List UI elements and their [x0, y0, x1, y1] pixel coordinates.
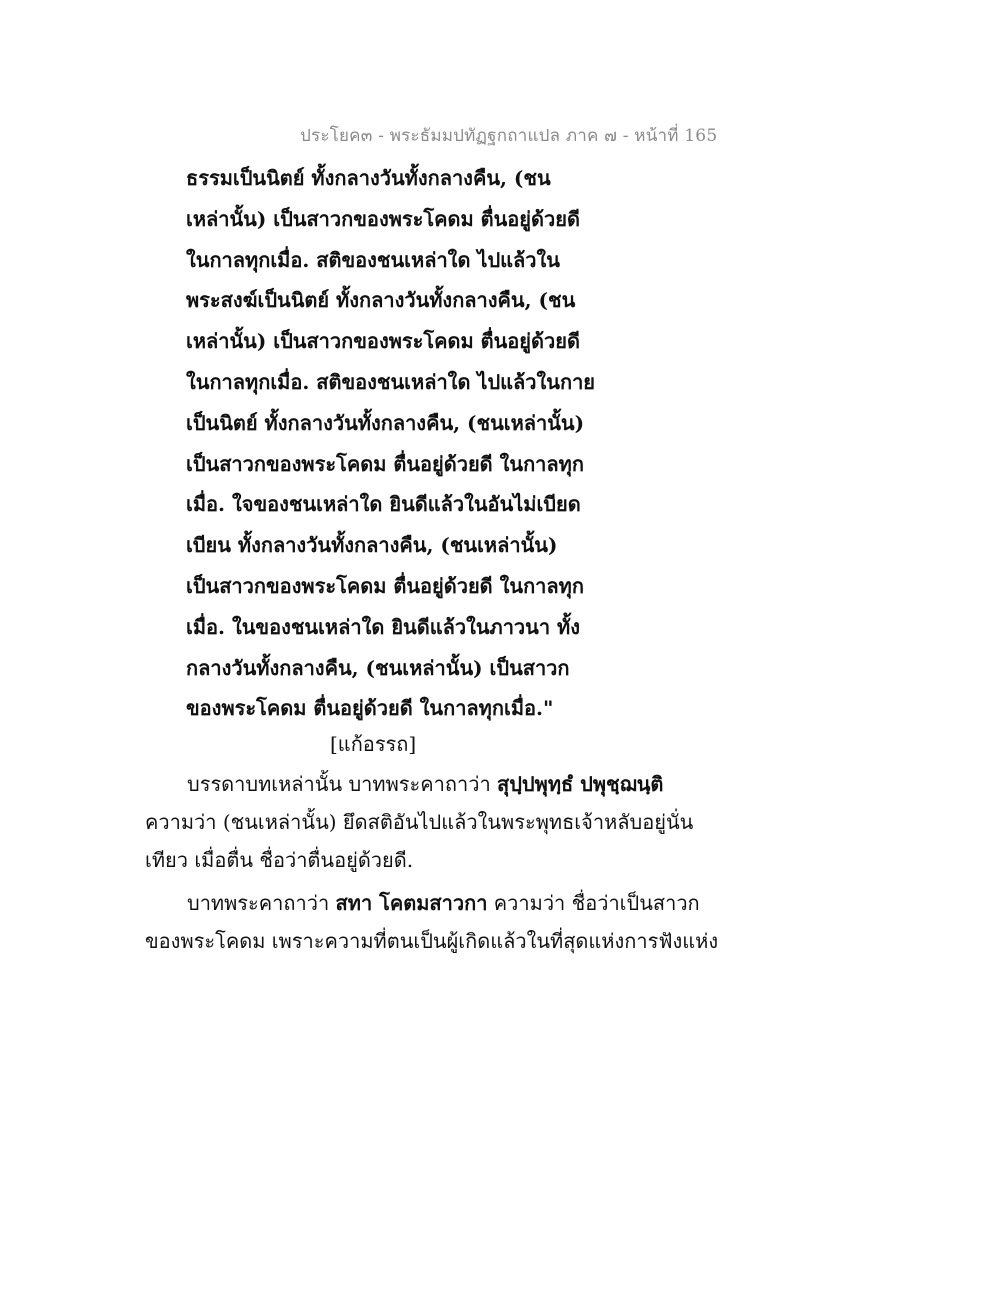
pali-term: สุปฺปพุทฺธํ ปพุชฺฌนฺติ — [497, 772, 664, 796]
verse-line: เป็นนิตย์ ทั้งกลางวันทั้งกลางคืน, (ชนเหล่านั้น) — [186, 410, 585, 435]
paragraph-text: บรรดาบทเหล่านั้น บาทพระคาถาว่า — [187, 772, 491, 796]
commentary-paragraph-2 — [145, 884, 719, 960]
verse-line: เมื่อ. ในของชนเหล่าใด ยินดีแล้วในภาวนา ทั้ง — [186, 614, 580, 639]
verse-line: เป็นสาวกของพระโคดม ตื่นอยู่ด้วยดี ในกาลทุก — [186, 573, 584, 598]
verse-line: ธรรมเป็นนิตย์ ทั้งกลางวันทั้งกลางคืน, (ชน — [186, 166, 551, 190]
paragraph-text: ความว่า ชื่อว่าเป็นสาวก — [493, 891, 700, 915]
page-header: ประโยค๓ - พระธัมมปทัฏฐกถาแปล ภาค ๗ - หน้าที่ 165 — [300, 126, 718, 146]
verse-line: เบียน ทั้งกลางวันทั้งกลางคืน, (ชนเหล่านั้น) — [186, 533, 558, 558]
verse-line: พระสงฆ์เป็นนิตย์ ทั้งกลางวันทั้งกลางคืน, (ชน — [186, 288, 576, 313]
verse-line: ในกาลทุกเมื่อ. สติของชนเหล่าใด ไปแล้วในกาย — [186, 369, 596, 394]
verse-line: กลางวันทั้งกลางคืน, (ชนเหล่านั้น) เป็นสาวก — [186, 655, 570, 680]
verse-block — [186, 158, 606, 729]
pali-term: สทา โคตมสาวกา — [335, 891, 488, 915]
paragraph-line: ของพระโคดม เพราะความที่ตนเป็นผู้เกิดแล้วในที่สุดแห่งการฟังแห่ง — [145, 929, 719, 953]
verse-line: ในกาลทุกเมื่อ. สติของชนเหล่าใด ไปแล้วใน — [186, 247, 560, 272]
verse-line: เหล่านั้น) เป็นสาวกของพระโคดม ตื่นอยู่ด้วยดี — [186, 206, 580, 231]
verse-line: ของพระโคดม ตื่นอยู่ด้วยดี ในกาลทุกเมื่อ." — [186, 696, 554, 721]
verse-line: เป็นสาวกของพระโคดม ตื่นอยู่ด้วยดี ในกาลทุก — [186, 451, 584, 476]
verse-line: เมื่อ. ใจของชนเหล่าใด ยินดีแล้วในอันไม่เบียด — [186, 492, 581, 517]
paragraph-line — [145, 884, 705, 922]
verse-line: เหล่านั้น) เป็นสาวกของพระโคดม ตื่นอยู่ด้วยดี — [186, 329, 580, 354]
paragraph-text: บาทพระคาถาว่า — [187, 891, 330, 915]
paragraph-line: ความว่า (ชนเหล่านั้น) ยึดสติอันไปแล้วในพระพุทธเจ้าหลับอยู่นั่น — [145, 810, 694, 834]
paragraph-line — [145, 765, 705, 803]
section-heading: [แก้อรรถ] — [330, 732, 417, 756]
commentary-paragraph-1 — [145, 765, 705, 879]
paragraph-line: เทียว เมื่อตื่น ชื่อว่าตื่นอยู่ด้วยดี. — [145, 848, 414, 872]
